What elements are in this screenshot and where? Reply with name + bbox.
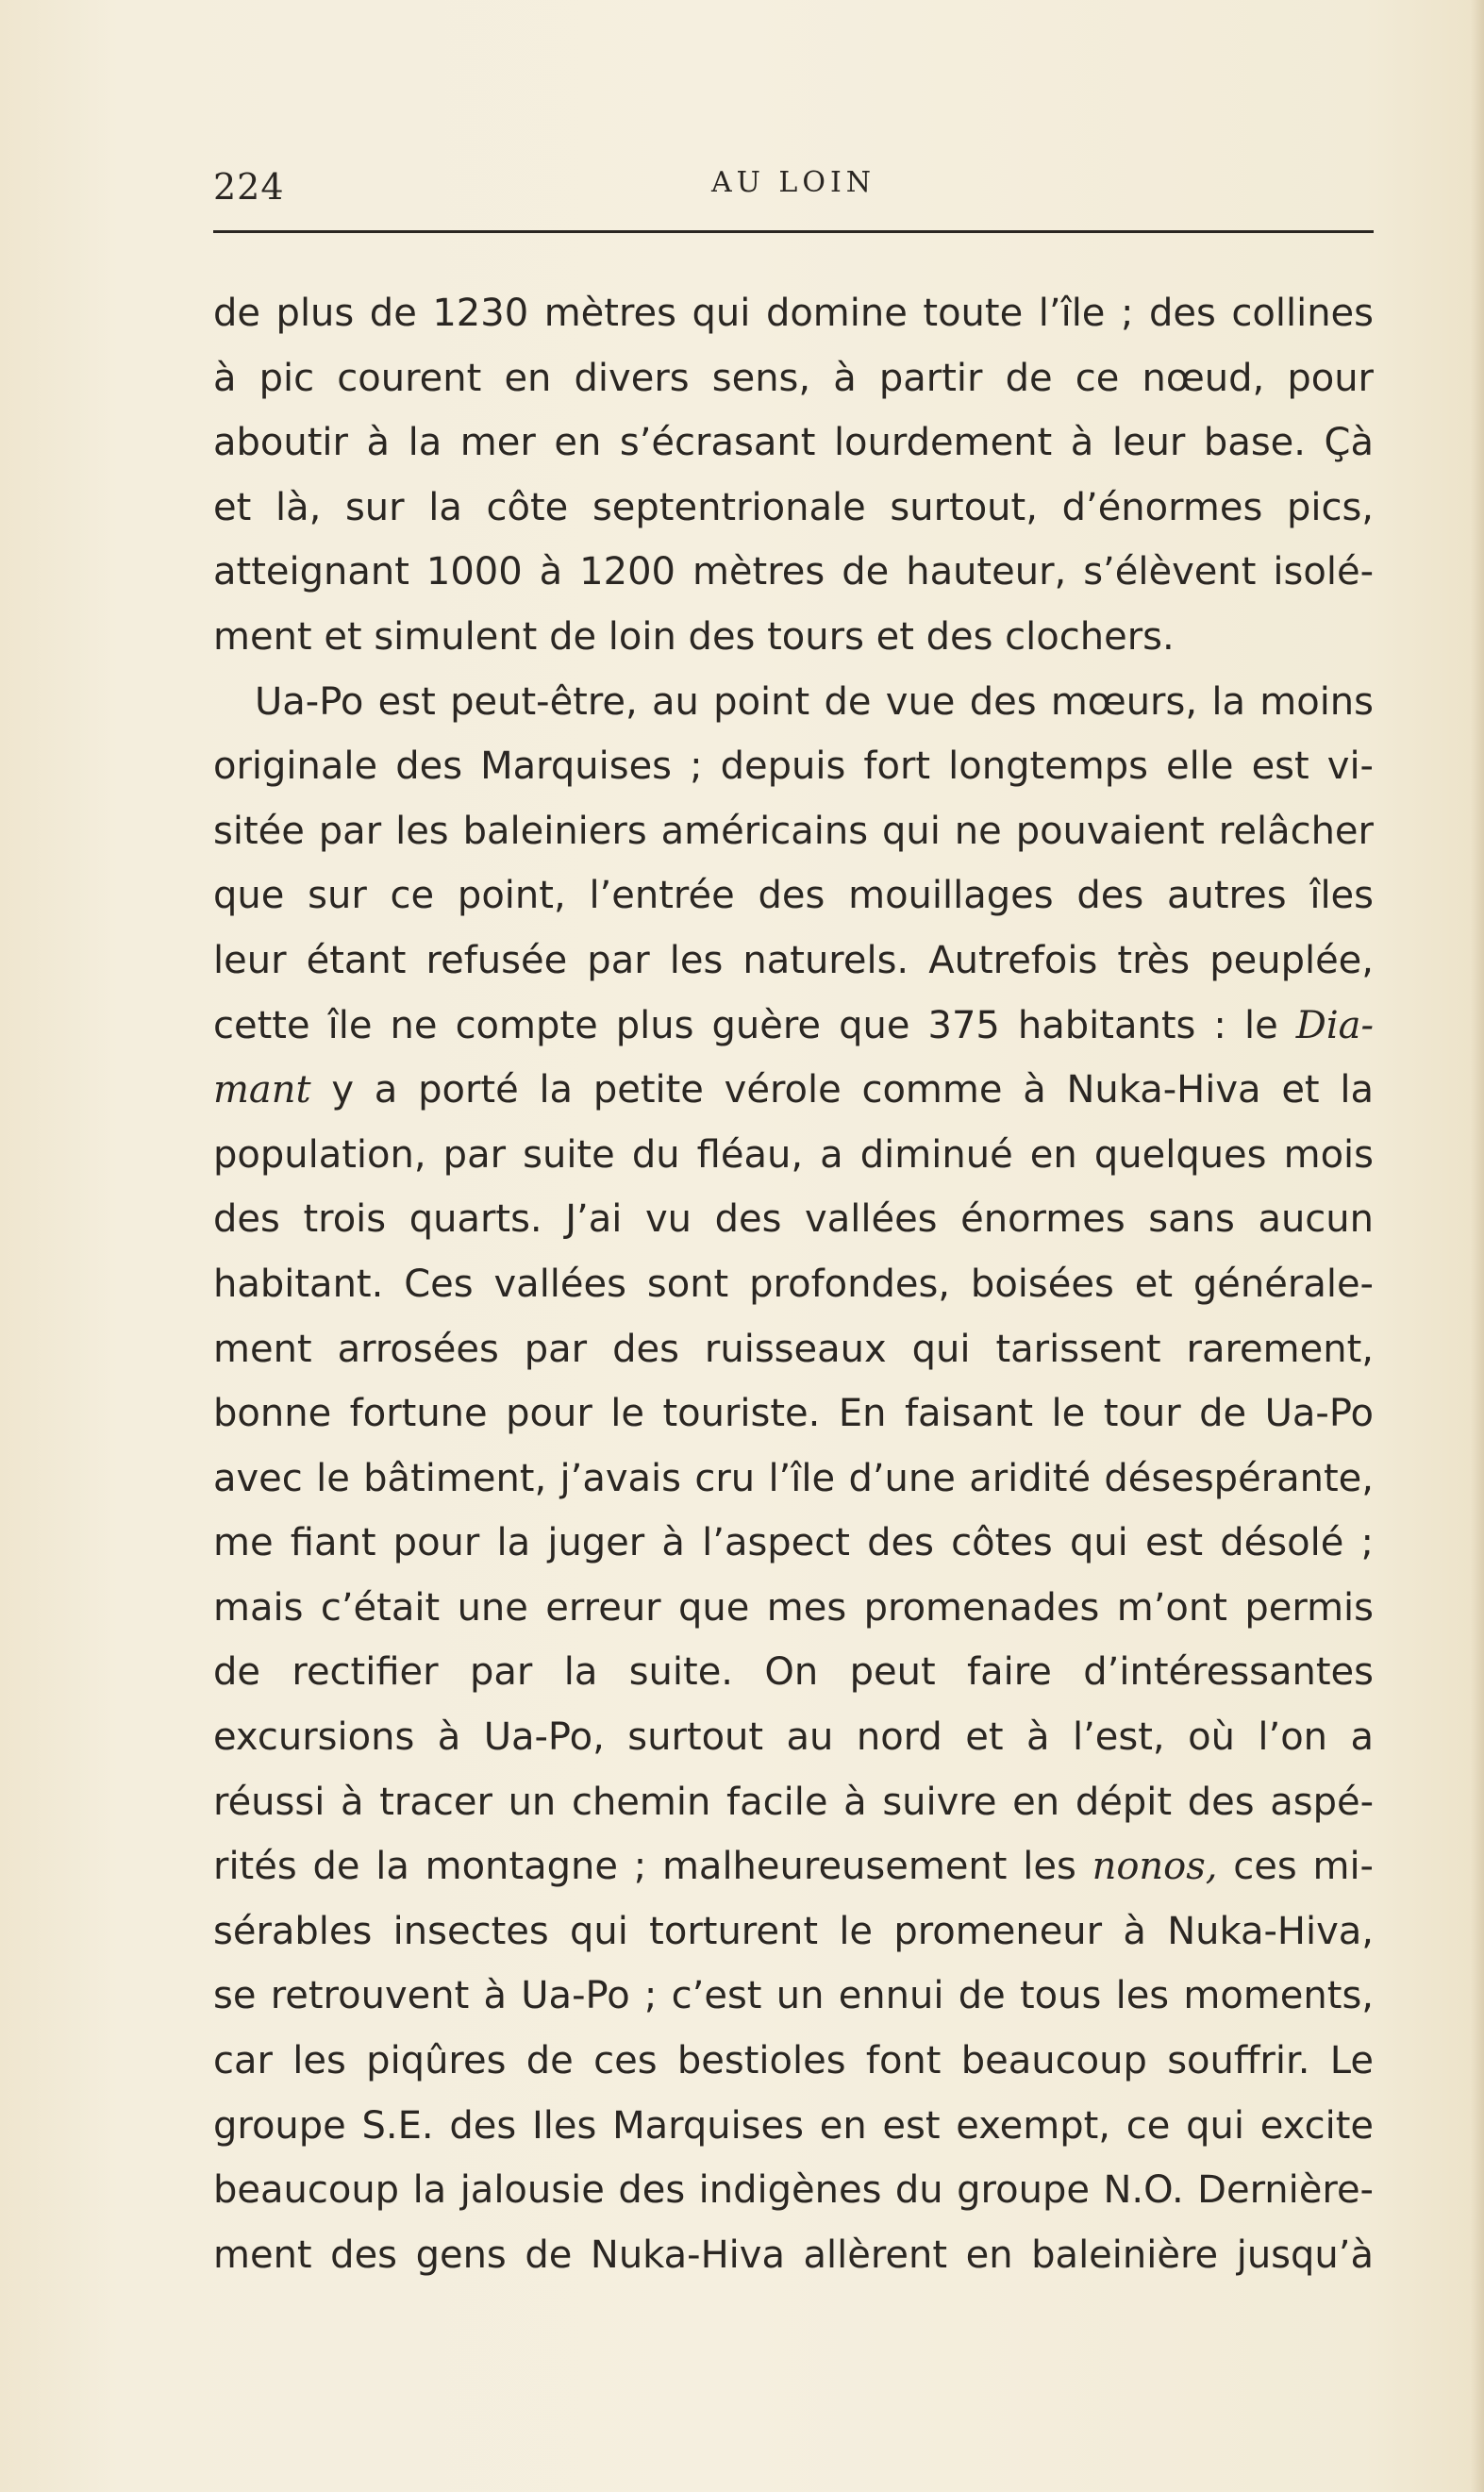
text-segment: ment des gens de Nuka-Hiva allèrent en baleinière jusqu’à <box>213 2233 1374 2277</box>
text-line <box>213 1058 1374 1123</box>
text-line <box>213 2158 1374 2223</box>
text-segment: et là, sur la côte septentrionale surtout, d’énormes pics, <box>213 485 1374 529</box>
page-header <box>213 157 1374 213</box>
text-line <box>213 540 1374 605</box>
text-line <box>213 1770 1374 1835</box>
text-line <box>213 1576 1374 1641</box>
text-segment: que sur ce point, l’entrée des mouillages des autres îles <box>213 874 1374 918</box>
header-rule <box>213 230 1374 233</box>
text-segment: avec le bâtiment, j’avais cru l’île d’une aridité désespérante, <box>213 1456 1374 1500</box>
text-segment: me fiant pour la juger à l’aspect des côtes qui est désolé ; <box>213 1521 1374 1565</box>
italic-text: Dia- <box>1295 1003 1374 1047</box>
italic-text: nonos, <box>1092 1845 1218 1889</box>
text-line <box>213 1834 1374 1899</box>
text-line <box>213 994 1374 1059</box>
text-segment: originale des Marquises ; depuis fort longtemps elle est vi- <box>213 744 1374 789</box>
body-text <box>213 281 1374 2287</box>
text-segment: excursions à Ua-Po, surtout au nord et à l’est, où l’on a <box>213 1715 1374 1760</box>
text-line <box>213 281 1374 346</box>
text-line <box>213 1317 1374 1382</box>
text-segment: groupe S.E. des Iles Marquises en est exempt, ce qui excite <box>213 2103 1374 2148</box>
text-segment: leur étant refusée par les naturels. Autrefois très peuplée, <box>213 938 1374 982</box>
text-line <box>213 410 1374 476</box>
text-segment: réussi à tracer un chemin facile à suivre en dépit des aspé- <box>213 1780 1374 1824</box>
text-segment: beaucoup la jalousie des indigènes du groupe N.O. Dernière- <box>213 2168 1374 2213</box>
text-line <box>213 1187 1374 1252</box>
text-line <box>213 476 1374 541</box>
text-segment: car les piqûres de ces bestioles font beaucoup souffrir. Le <box>213 2039 1374 2083</box>
text-line <box>213 1964 1374 2029</box>
text-segment: ment et simulent de loin des tours et des clochers. <box>213 614 1175 659</box>
text-line <box>213 2094 1374 2159</box>
text-segment: population, par suite du fléau, a diminué en quelques mois <box>213 1132 1374 1177</box>
text-line <box>213 346 1374 411</box>
text-segment: sitée par les baleiniers américains qui ne pouvaient relâcher <box>213 809 1374 853</box>
running-title: AU LOIN <box>710 166 876 199</box>
text-line <box>213 1381 1374 1447</box>
text-line <box>213 1511 1374 1576</box>
text-line <box>213 799 1374 864</box>
text-segment: habitant. Ces vallées sont profondes, boisées et générale- <box>213 1262 1374 1306</box>
text-segment: rités de la montagne ; malheureusement les <box>213 1845 1092 1889</box>
text-segment: aboutir à la mer en s’écrasant lourdement à leur base. Çà <box>213 421 1374 465</box>
text-line <box>213 605 1374 670</box>
text-line <box>213 670 1374 735</box>
text-segment: à pic courent en divers sens, à partir de ce nœud, pour <box>213 356 1374 400</box>
text-line <box>213 2029 1374 2094</box>
italic-text: mant <box>213 1068 311 1112</box>
text-line <box>213 1252 1374 1317</box>
text-line <box>213 1447 1374 1512</box>
text-segment: ment arrosées par des ruisseaux qui tarissent rarement, <box>213 1327 1374 1371</box>
page-edge-shadow <box>1471 0 1484 2492</box>
text-segment: cette île ne compte plus guère que 375 habitants : le <box>213 1003 1296 1047</box>
text-line <box>213 928 1374 994</box>
text-segment: y a porté la petite vérole comme à Nuka-Hiva et la <box>310 1068 1374 1112</box>
text-line <box>213 1899 1374 1965</box>
text-line <box>213 863 1374 928</box>
text-line <box>213 1640 1374 1705</box>
text-segment: atteignant 1000 à 1200 mètres de hauteur, s’élèvent isolé- <box>213 550 1374 594</box>
text-line <box>213 2223 1374 2288</box>
text-segment: se retrouvent à Ua-Po ; c’est un ennui de tous les moments, <box>213 1974 1374 2018</box>
text-segment: sérables insectes qui torturent le promeneur à Nuka-Hiva, <box>213 1909 1374 1953</box>
text-line <box>213 1123 1374 1188</box>
text-segment: de plus de 1230 mètres qui domine toute l’île ; des collines <box>213 292 1374 335</box>
text-segment: mais c’était une erreur que mes promenades m’ont permis <box>213 1585 1374 1630</box>
text-line <box>213 734 1374 799</box>
text-segment: de rectifier par la suite. On peut faire d’intéressantes <box>213 1650 1374 1695</box>
text-segment: des trois quarts. J’ai vu des vallées énormes sans aucun <box>213 1197 1374 1242</box>
text-segment: bonne fortune pour le touriste. En faisant le tour de Ua-Po <box>213 1392 1374 1436</box>
text-segment: ces mi- <box>1217 1845 1374 1889</box>
text-line <box>213 1705 1374 1770</box>
text-segment: Ua-Po est peut-être, au point de vue des mœurs, la moins <box>255 679 1374 724</box>
page-number: 224 <box>213 166 285 208</box>
